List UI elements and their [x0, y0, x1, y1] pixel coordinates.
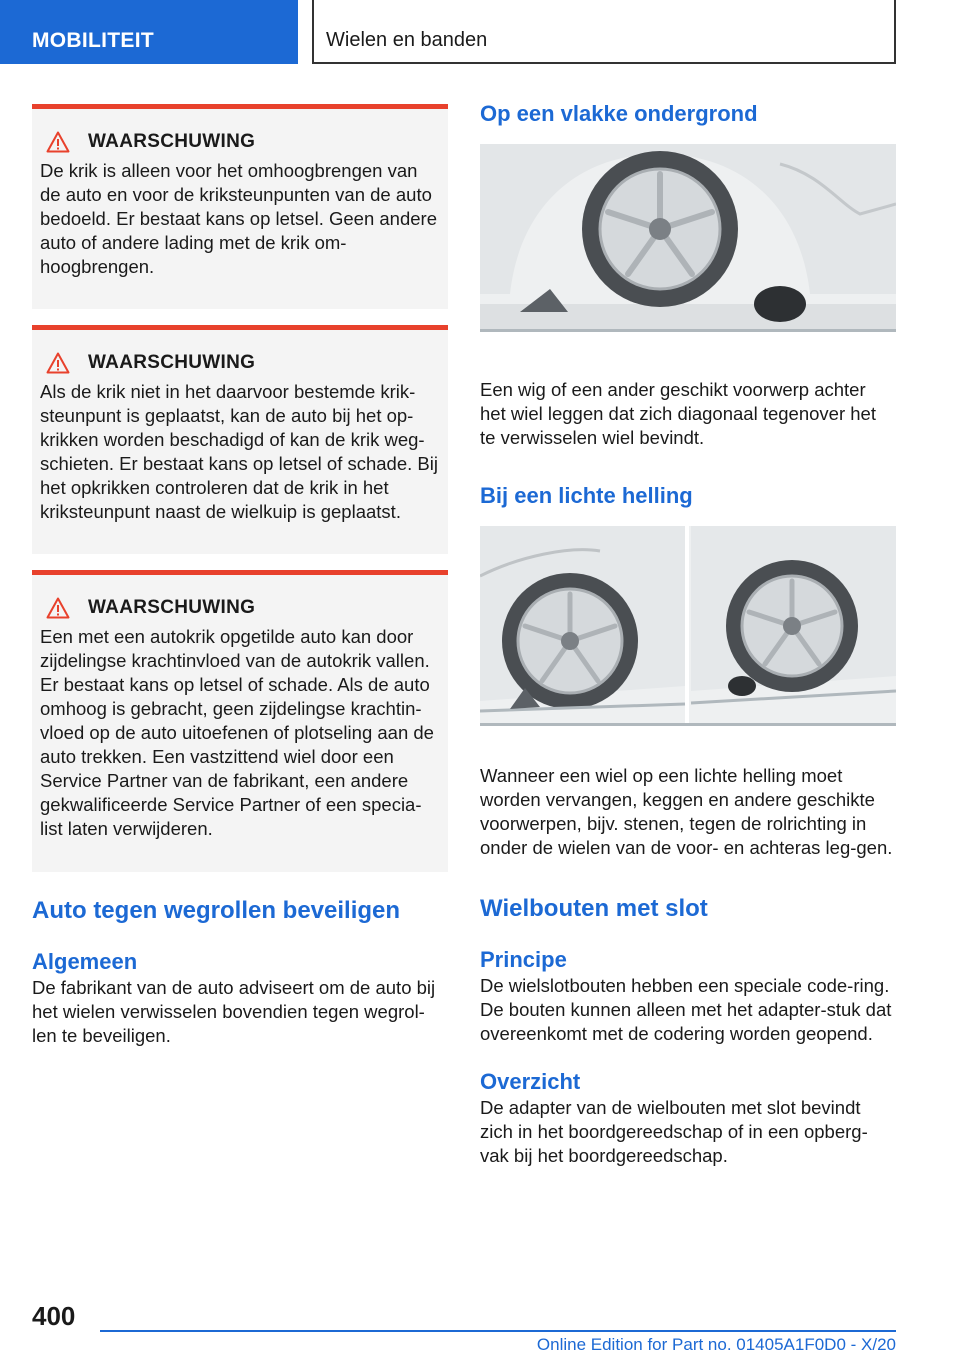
warning-title: WAARSCHUWING	[88, 597, 256, 618]
subsection-heading: Op een vlakke ondergrond	[480, 101, 758, 126]
warning-title: WAARSCHUWING	[88, 352, 256, 373]
edition-footer: Online Edition for Part no. 01405A1F0D0 - X/20	[536, 1335, 896, 1354]
subsection-heading: Principe	[480, 947, 567, 972]
body-text: Een wig of een ander geschikt voorwerp achter het wiel leggen dat zich diagonaal tegenover het te verwisselen wiel bevindt.	[480, 379, 876, 448]
body-text: Wanneer een wiel op een lichte helling moet worden vervangen, keggen en andere geschikte voorwerpen, bijv. stenen, tegen de rolrichting in onder de wielen van de voor- en achteras leg-gen.	[480, 765, 893, 858]
section-heading: Wielbouten met slot	[480, 895, 708, 922]
body-text: De adapter van de wielbouten met slot bevindt zich in het boordgereedschap of in een opberg-vak bij het boordgereedschap.	[480, 1097, 868, 1166]
warning-text: De krik is alleen voor het omhoogbrengen van de auto en voor de kriksteunpunten van de auto bedoeld. Er bestaat kans op letsel. Geen andere auto of andere lading met de krik om-hoogbrengen.	[40, 160, 437, 277]
section-heading: Auto tegen wegrollen beveiligen	[32, 897, 401, 924]
warning-box	[32, 325, 448, 554]
warning-box	[32, 570, 448, 872]
subsection-heading: Overzicht	[480, 1069, 581, 1094]
warning-triangle-icon	[46, 131, 70, 153]
figure-light-slope	[480, 526, 896, 726]
warning-text: Als de krik niet in het daarvoor bestemde krik-steunpunt is geplaatst, kan de auto bij het op-krikken worden beschadigd of kan de krik weg-schieten. Er bestaat kans op letsel of schade. Bij het opkrikken controleren dat de krik in het kriksteunpunt naast de wielkuip is geplaatst.	[40, 381, 438, 522]
left-column	[32, 104, 448, 1048]
warning-title: WAARSCHUWING	[88, 131, 256, 152]
subsection-heading: Algemeen	[32, 949, 138, 974]
section-tab: MOBILITEIT	[0, 0, 298, 64]
subsection-heading: Bij een lichte helling	[480, 483, 693, 508]
warning-text: Een met een autokrik opgetilde auto kan door zijdelingse krachtinvloed van de autokrik vallen. Er bestaat kans op letsel of schade. Als de auto omhoog is gebracht, geen zijdelingse krachtin-vloed op de auto uitoefenen of plotseling aan de auto trekken. Een vastzittend wiel door een Service Partner van de fabrikant, een andere gekwalificeerde Service Partner of een specia-list laten verwijderen.	[40, 626, 434, 839]
figure-flat-ground	[480, 144, 896, 332]
right-column	[480, 100, 896, 1168]
body-text: De fabrikant van de auto adviseert om de auto bij het wielen verwisselen bovendien tegen wegrol-len te beveiligen.	[32, 977, 436, 1046]
wheel-illustration	[480, 144, 896, 329]
footer-divider	[100, 1330, 896, 1332]
chapter-title: Wielen en banden	[312, 0, 896, 64]
warning-triangle-icon	[46, 597, 70, 619]
page-number: 400	[32, 1301, 76, 1331]
wheels-on-slope-illustration	[480, 526, 896, 723]
body-text: De wielslotbouten hebben een speciale code-ring. De bouten kunnen alleen met het adapter-stuk dat overeenkomt met de codering worden geopend.	[480, 975, 892, 1044]
warning-box	[32, 104, 448, 309]
warning-triangle-icon	[46, 352, 70, 374]
